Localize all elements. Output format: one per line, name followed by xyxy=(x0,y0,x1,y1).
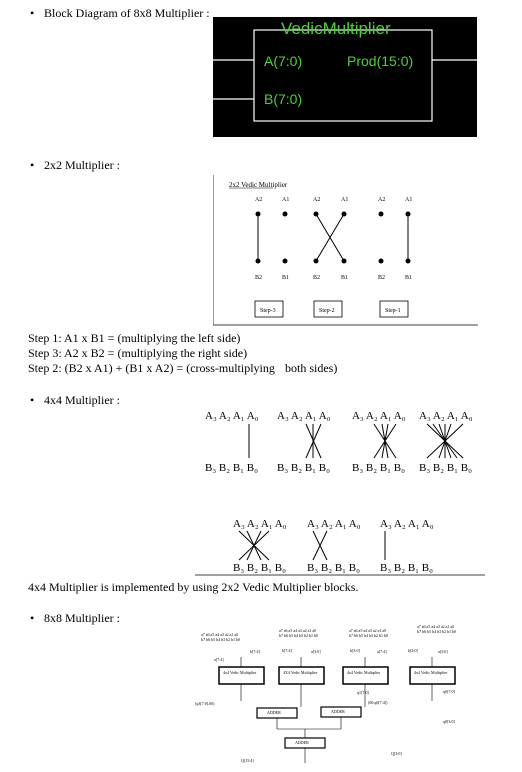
svg-text:A₃ A₂ A₁ A₀: A₃ A₂ A₁ A₀ xyxy=(277,410,331,422)
section-label: 8x8 Multiplier : xyxy=(44,611,120,625)
svg-text:ADDER: ADDER xyxy=(331,709,345,714)
svg-text:A₃ A₂ A₁ A₀: A₃ A₂ A₁ A₀ xyxy=(380,518,434,530)
svg-text:B2: B2 xyxy=(255,275,263,281)
svg-text:A₃ A₂ A₁ A₀: A₃ A₂ A₁ A₀ xyxy=(419,410,473,422)
svg-text:A2: A2 xyxy=(255,197,263,203)
vedic-2x2-title: 2x2 Vedic Multiplier xyxy=(229,181,288,189)
svg-text:a[3:0]: a[3:0] xyxy=(311,649,321,654)
svg-text:q0[7:0]: q0[7:0] xyxy=(443,689,455,694)
svg-text:b7 b6 b5 b4 b3 b2 b1 b0: b7 b6 b5 b4 b3 b2 b1 b0 xyxy=(417,629,456,634)
section-label: Block Diagram of 8x8 Multiplier : xyxy=(44,6,210,20)
svg-text:4x4 Vedic Multiplier: 4x4 Vedic Multiplier xyxy=(347,670,381,675)
svg-text:A1: A1 xyxy=(341,197,349,203)
section-label: 4x4 Multiplier : xyxy=(44,393,120,407)
vedic-4x4-svg xyxy=(195,402,485,582)
svg-text:B₃ B₂ B₁ B₀: B₃ B₂ B₁ B₀ xyxy=(352,462,405,474)
svg-text:ADDER: ADDER xyxy=(267,710,281,715)
svg-text:(q3[7:0],00): (q3[7:0],00) xyxy=(195,701,215,706)
block-outline xyxy=(254,30,432,121)
svg-text:4X4 Vedic Multiplier: 4X4 Vedic Multiplier xyxy=(283,670,318,675)
vedic-8x8-svg xyxy=(193,623,483,767)
step-label: Step-2 xyxy=(319,308,335,314)
svg-text:B₃ B₂ B₁ B₀: B₃ B₂ B₁ B₀ xyxy=(307,562,360,574)
svg-text:B₃ B₂ B₁ B₀: B₃ B₂ B₁ B₀ xyxy=(277,462,330,474)
svg-text:A1: A1 xyxy=(282,197,290,203)
svg-text:B2: B2 xyxy=(378,275,386,281)
svg-text:A₃ A₂ A₁ A₀: A₃ A₂ A₁ A₀ xyxy=(352,410,406,422)
output-label: Prod(15:0) xyxy=(347,53,414,69)
svg-text:4x4 Vedic Multiplier: 4x4 Vedic Multiplier xyxy=(414,670,448,675)
svg-text:4x4 Vedic Multiplier: 4x4 Vedic Multiplier xyxy=(223,670,257,675)
svg-text:a7 a6 a5 a4 a3 a2 a1 a0: a7 a6 a5 a4 a3 a2 a1 a0 xyxy=(417,624,455,629)
step-line-3a: Step 2: (B2 x A1) + (B1 x A2) = (cross-multiplying xyxy=(28,361,275,375)
svg-text:A1: A1 xyxy=(405,197,413,203)
step-line-2: Step 3: A2 x B2 = (multiplying the right side) xyxy=(28,346,248,360)
section-8x8: • 8x8 Multiplier : xyxy=(30,611,120,625)
vedic-4x4-image xyxy=(195,402,485,582)
input-a-label: A(7:0) xyxy=(264,53,303,69)
svg-text:B₃ B₂ B₁ B₀: B₃ B₂ B₁ B₀ xyxy=(419,462,472,474)
svg-text:B₃ B₂ B₁ B₀: B₃ B₂ B₁ B₀ xyxy=(205,462,258,474)
svg-text:B2: B2 xyxy=(313,275,321,281)
svg-text:A2: A2 xyxy=(378,197,386,203)
svg-text:q0[3:0]: q0[3:0] xyxy=(443,719,455,724)
svg-text:b7 b6 b5 b4 b3 b2 b1 b0: b7 b6 b5 b4 b3 b2 b1 b0 xyxy=(201,637,240,642)
input-b-label: B(7:0) xyxy=(264,91,303,107)
svg-text:a7 a6 a5 a4 a3 a2 a1 a0: a7 a6 a5 a4 a3 a2 a1 a0 xyxy=(201,632,239,637)
svg-text:Q[15:4]: Q[15:4] xyxy=(241,758,254,763)
svg-text:A₃ A₂ A₁ A₀: A₃ A₂ A₁ A₀ xyxy=(205,410,259,422)
block-title: VedicMultiplier xyxy=(281,19,391,38)
svg-text:b[3:0]: b[3:0] xyxy=(350,648,360,653)
svg-text:A2: A2 xyxy=(313,197,321,203)
svg-text:A₃ A₂ A₁ A₀: A₃ A₂ A₁ A₀ xyxy=(307,518,361,530)
section-block-diagram: • Block Diagram of 8x8 Multiplier : xyxy=(30,6,210,20)
svg-text:Q[3:0]: Q[3:0] xyxy=(391,751,402,756)
svg-text:ADDER: ADDER xyxy=(295,740,309,745)
svg-text:B1: B1 xyxy=(282,275,290,281)
svg-text:b[3:0]: b[3:0] xyxy=(408,648,418,653)
svg-text:B₃ B₂ B₁ B₀: B₃ B₂ B₁ B₀ xyxy=(380,562,433,574)
svg-text:A₃ A₂ A₁ A₀: A₃ A₂ A₁ A₀ xyxy=(233,518,287,530)
svg-text:q1[7:0]: q1[7:0] xyxy=(357,690,369,695)
vedic-8x8-image xyxy=(193,623,483,767)
block-diagram-svg xyxy=(213,17,477,137)
svg-text:(00,q0[7:4]): (00,q0[7:4]) xyxy=(368,700,388,705)
step-line-1: Step 1: A1 x B1 = (multiplying the left side) xyxy=(28,331,241,345)
svg-text:a7 a6 a5 a4 a3 a2 a1 a0: a7 a6 a5 a4 a3 a2 a1 a0 xyxy=(349,628,387,633)
caption-4x4: 4x4 Multiplier is implemented by using 2x2 Vedic Multiplier blocks. xyxy=(28,580,359,594)
section-4x4: • 4x4 Multiplier : xyxy=(30,393,120,407)
svg-text:a7 a6 a5 a4 a3 a2 a1 a0: a7 a6 a5 a4 a3 a2 a1 a0 xyxy=(279,628,317,633)
svg-text:B1: B1 xyxy=(405,275,413,281)
svg-text:B1: B1 xyxy=(341,275,349,281)
step-line-3b: both sides) xyxy=(285,361,338,375)
step-label: Step-1 xyxy=(385,308,401,314)
section-label: 2x2 Multiplier : xyxy=(44,158,120,172)
svg-text:a[7:4]: a[7:4] xyxy=(214,657,224,662)
svg-text:b[7:4]: b[7:4] xyxy=(250,649,260,654)
svg-text:B₃ B₂ B₁ B₀: B₃ B₂ B₁ B₀ xyxy=(233,562,286,574)
svg-text:b7 b6 b5 b4 b3 b2 b1 b0: b7 b6 b5 b4 b3 b2 b1 b0 xyxy=(279,633,318,638)
vedic-2x2-svg xyxy=(213,175,478,327)
block-diagram-image xyxy=(213,17,477,137)
vedic-2x2-image xyxy=(213,175,478,327)
svg-text:b[7:4]: b[7:4] xyxy=(282,648,292,653)
svg-text:a[3:0]: a[3:0] xyxy=(438,649,448,654)
section-2x2: • 2x2 Multiplier : xyxy=(30,158,120,172)
step-label: Step-3 xyxy=(260,308,276,314)
svg-text:b7 b6 b5 b4 b3 b2 b1 b0: b7 b6 b5 b4 b3 b2 b1 b0 xyxy=(349,633,388,638)
svg-text:a[7:4]: a[7:4] xyxy=(377,649,387,654)
